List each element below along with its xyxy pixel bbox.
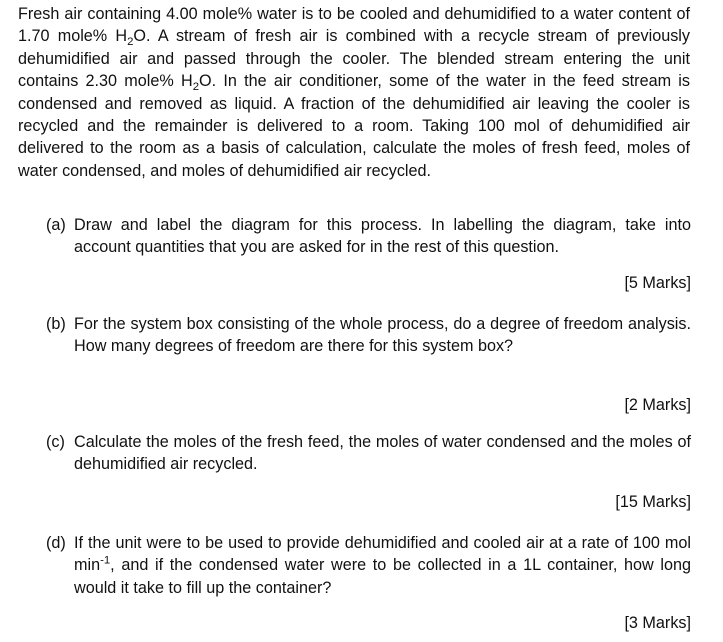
question-label: (d): [46, 534, 66, 552]
superscript-minus-1: -1: [100, 555, 111, 568]
question-text: Draw and label the diagram for this process. In labelling the diagram, take into account quantities that you are asked for in the rest of this question.: [74, 216, 691, 257]
question-c: [46, 431, 691, 476]
marks-d: [3 Marks]: [624, 614, 691, 632]
marks-a: [5 Marks]: [624, 274, 691, 292]
intro-text-1: Fresh air containing 4.00 mole% water is to be cooled and dehumidified to a water content of 1.70 mole% H: [18, 5, 690, 46]
question-d: [46, 532, 691, 599]
question-text: If the unit were to be used to provide dehumidified and cooled air at a rate of 100 mol $\min^{-1}$, and if the condensed water were to be collected in a 1L container, how long would it take to fill up the container?: [74, 534, 691, 597]
question-label: (a): [46, 216, 66, 234]
marks-c: [15 Marks]: [615, 493, 691, 511]
question-label: (c): [46, 433, 65, 451]
question-b: [46, 313, 691, 358]
subscript-2: 2: [127, 36, 134, 49]
problem-statement: [18, 3, 690, 182]
subscript-2: 2: [192, 81, 200, 94]
question-a: [46, 214, 691, 259]
question-text: For the system box consisting of the whole process, do a degree of freedom analysis. How many degrees of freedom are there for this system box?: [74, 315, 691, 356]
intro-text-3: O. In the air conditioner, some of the water in the feed stream is condensed and removed as liquid. A fraction of the dehumidified air leaving the cooler is recycled and the remainder is delivered to a room. Taking 100 mol of dehumidified air delivered to the room as a basis of calculation, calculate the moles of fresh feed, moles of water condensed, and moles of dehumidified air recycled.: [18, 72, 690, 180]
intro-text-2: O. A stream of fresh air is combined with a recycle stream of previously dehumidified air and passed through the cooler. The blended stream entering the unit contains 2.30 mole% H: [18, 27, 690, 91]
question-label: (b): [46, 315, 66, 333]
question-text: Calculate the moles of the fresh feed, the moles of water condensed and the moles of dehumidified air recycled.: [74, 433, 691, 474]
marks-b: [2 Marks]: [624, 396, 691, 414]
